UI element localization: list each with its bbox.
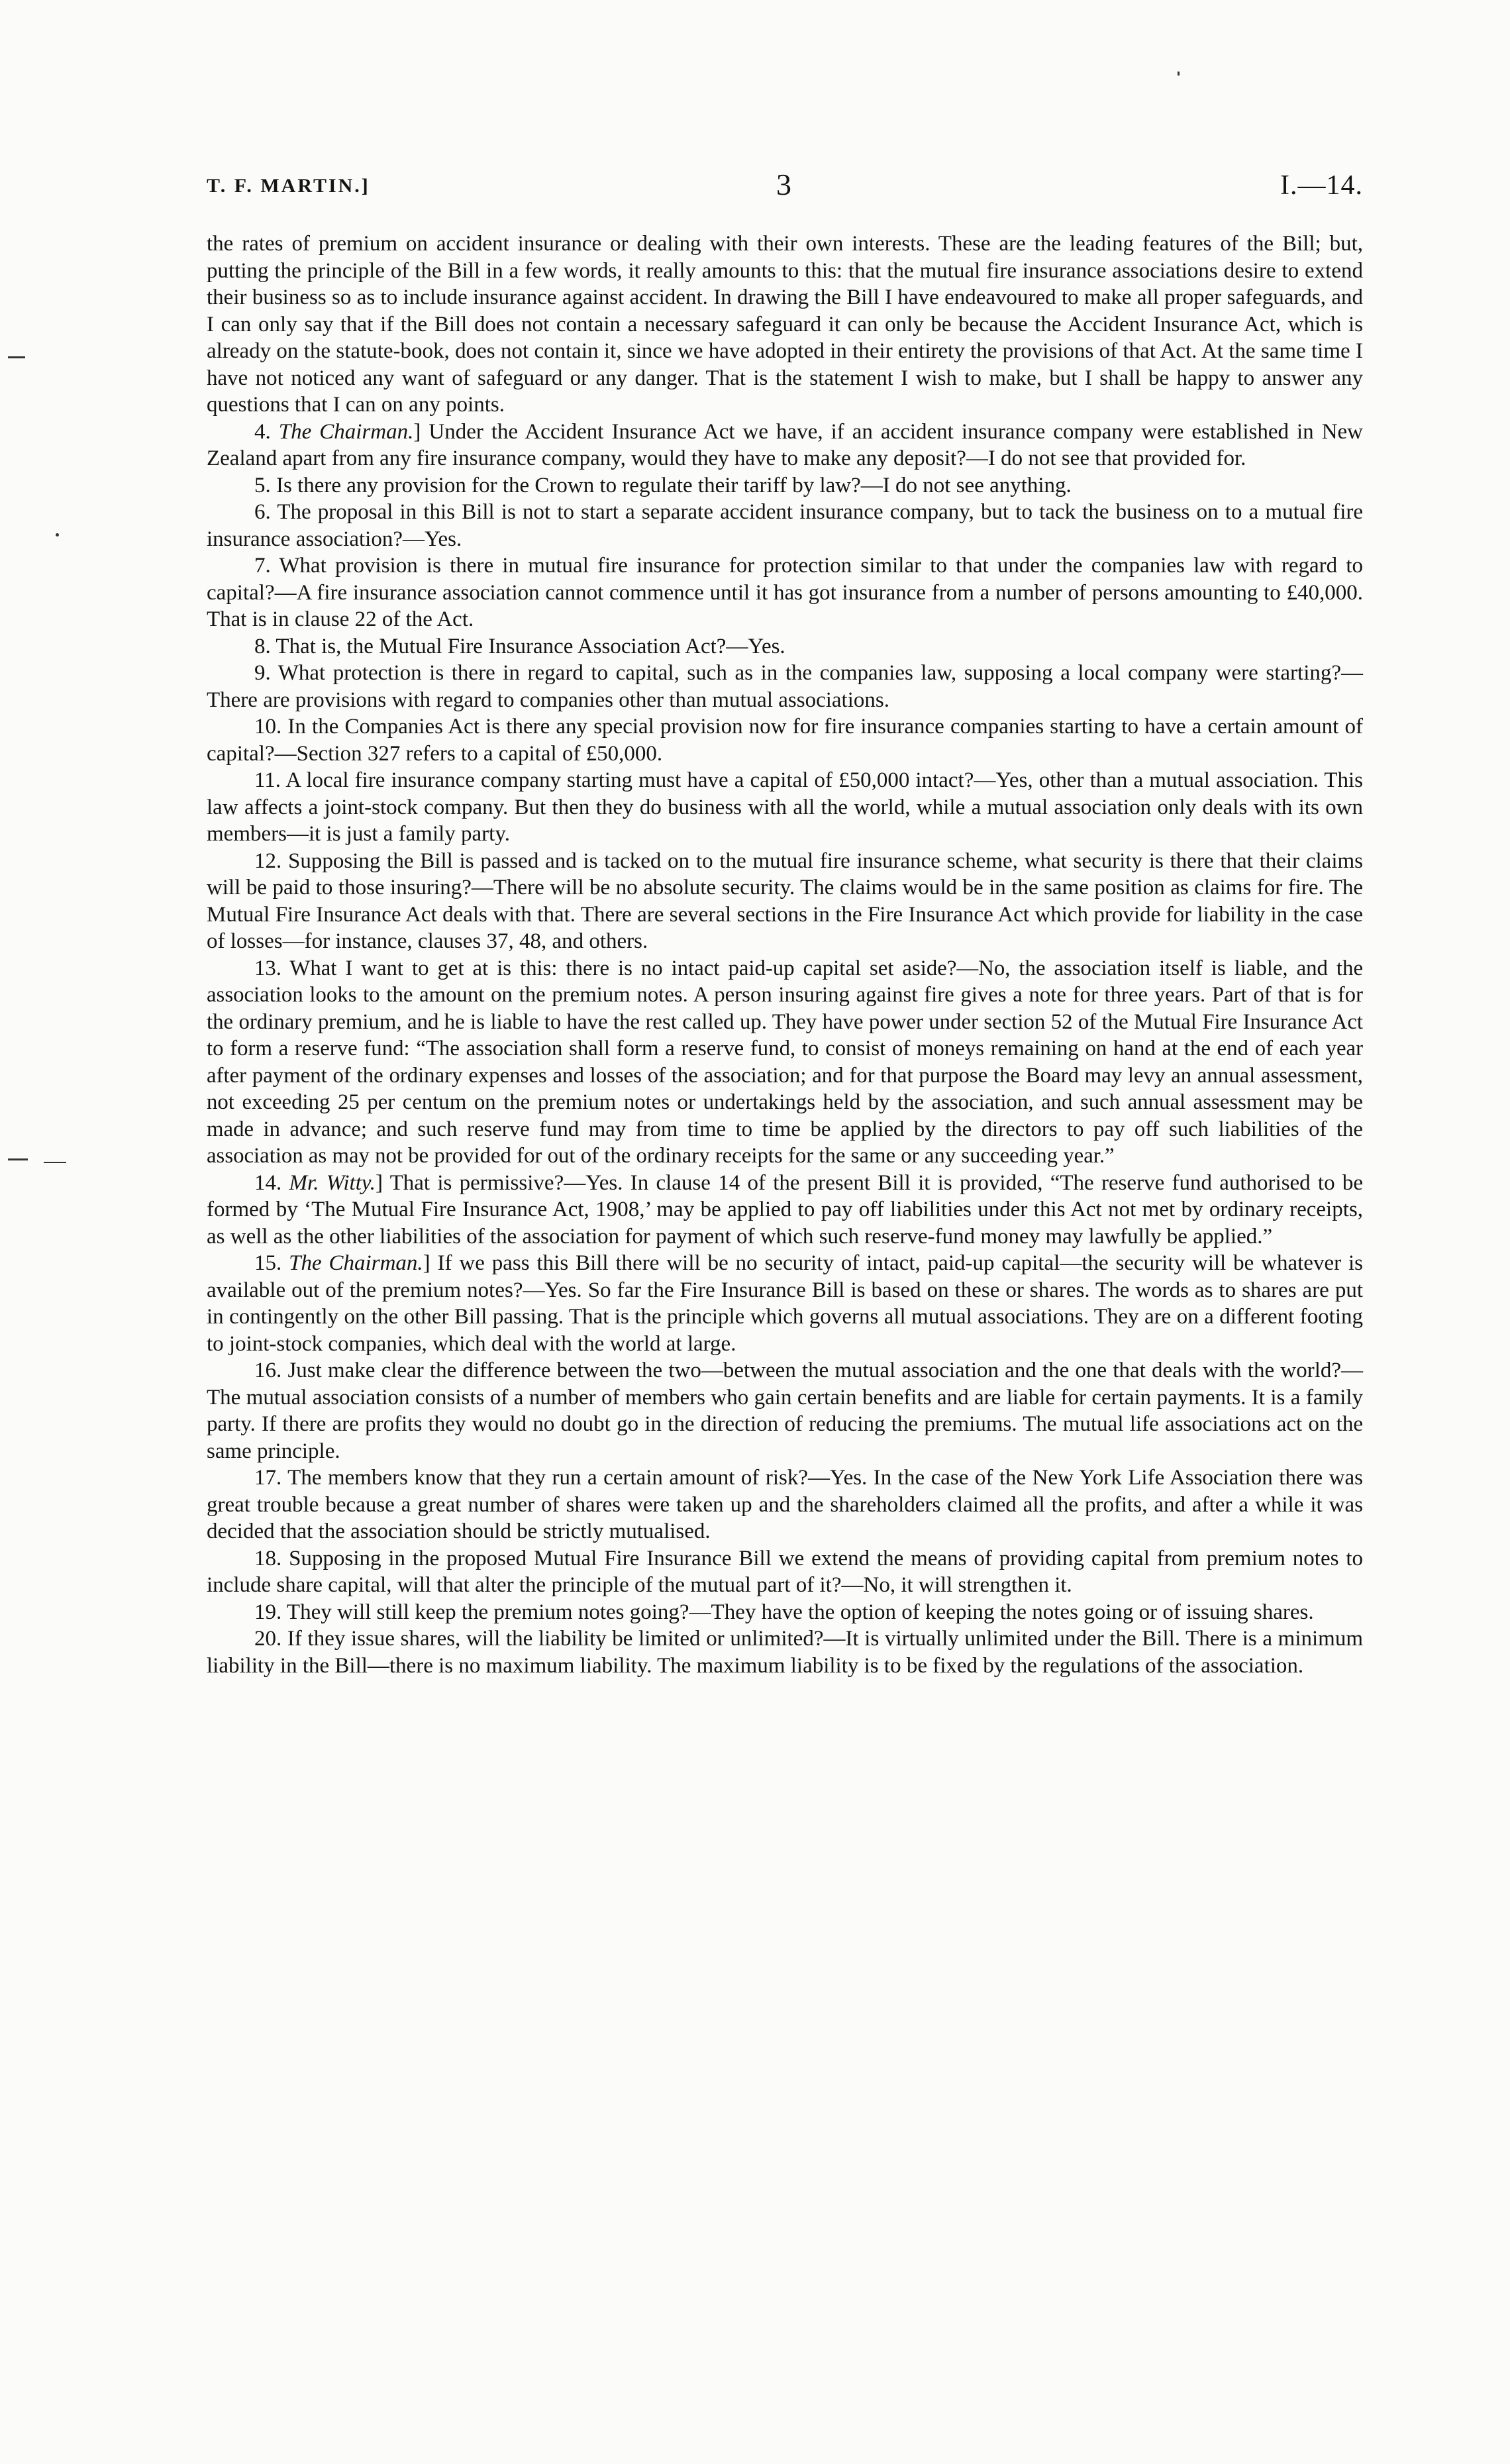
question-17: 17. The members know that they run a certain amount of risk?—Yes. In the case of the New York Life Association there was great trouble because a great number of shares were taken up and the shareholders claimed all the profits, and after a while it was decided that the association should be strictly mutualised. — [207, 1466, 1363, 1543]
question-number: 12. — [254, 848, 282, 873]
question-number: 5. — [254, 473, 271, 497]
question-number: 7. — [254, 554, 271, 578]
question-number: 8. — [254, 634, 271, 658]
speaker: The Chairman. — [278, 419, 414, 444]
evidence-text — [207, 231, 1363, 1679]
speaker: The Chairman. — [289, 1251, 423, 1275]
margin-mark — [44, 1162, 66, 1163]
question-7: 7. What provision is there in mutual fire insurance for protection similar to that under the companies law with regard to capital?—A fire insurance association cannot commence until it has got insurance from a number of persons amounting to £40,000. That is in clause 22 of the Act. — [207, 554, 1363, 631]
margin-mark — [8, 1158, 28, 1160]
question-number: 14. — [254, 1170, 282, 1195]
paragraph-continuation: the rates of premium on accident insurance or dealing with their own interests. These are the leading features of the Bill; but, putting the principle of the Bill in a few words, it really amounts to this: that the mutual fire insurance associations desire to extend their business so as to include insurance against accident. In drawing the Bill I have endeavoured to make all proper safeguards, and I can only say that if the Bill does not contain a necessary safeguard it can only be because the Accident Insurance Act, which is already on the statute-book, does not contain it, since we have adopted in their entirety the provisions of that Act. At the same time I have not noticed any want of safeguard or any danger. That is the statement I wish to make, but I shall be happy to answer any questions that I can on any points. — [207, 232, 1363, 417]
question-19: 19. They will still keep the premium notes going?—They have the option of keeping the notes going or of issuing shares. — [254, 1600, 1314, 1624]
question-number: 20. — [254, 1627, 282, 1651]
question-number: 17. — [254, 1466, 282, 1490]
question-12: 12. Supposing the Bill is passed and is tacked on to the mutual fire insurance scheme, what security is there that their claims will be paid to those insuring?—There will be no absolute security. The claims would be in the same position as claims for fire. The Mutual Fire Insurance Act deals with that. There are several sections in the Fire Insurance Act which provide for liability in the case of losses—for instance, clauses 37, 48, and others. — [207, 848, 1363, 953]
question-number: 15. — [254, 1251, 282, 1275]
paper-reference: I.—14. — [1280, 170, 1363, 201]
question-13: 13. What I want to get at is this: there is no intact paid-up capital set aside?—No, the association itself is liable, and the association looks to the amount on the premium notes. A person insuring against fire gives a note for three years. Part of that is for the ordinary premium, and he is liable to have the rest called up. They have power under section 52 of the Mutual Fire Insurance Act to form a reserve fund: “The association shall form a reserve fund, to consist of moneys remaining on hand at the end of each year after payment of the ordinary expenses and losses of the association; and for that purpose the Board may levy an annual assessment, not exceeding 25 per centum on the premium notes or undertakings held by the association, and such annual assessment may be made in advance; and such reserve fund may from time to time be applied by the directors to pay off such liabilities of the association as may not be provided for out of the ordinary receipts for the same or any succeeding year.” — [207, 956, 1364, 1168]
question-10: 10. In the Companies Act is there any special provision now for fire insurance companies starting to have a certain amount of capital?—Section 327 refers to a capital of £50,000. — [207, 715, 1363, 766]
question-number: 11. — [254, 768, 281, 792]
margin-mark — [56, 533, 59, 537]
question-number: 18. — [254, 1546, 282, 1570]
question-number: 6. — [254, 500, 271, 524]
question-18: 18. Supposing in the proposed Mutual Fire Insurance Bill we extend the means of providing capital from premium notes to include share capital, will that alter the principle of the mutual part of it?—No, it will strengthen it. — [207, 1546, 1364, 1597]
speaker: Mr. Witty. — [289, 1170, 376, 1195]
question-number: 10. — [254, 715, 282, 739]
margin-mark — [1178, 72, 1180, 76]
question-number: 4. — [254, 419, 271, 444]
question-number: 9. — [254, 661, 271, 685]
question-11: 11. A local fire insurance company starting must have a capital of £50,000 intact?—Yes, other than a mutual association. This law affects a joint-stock company. But then they do business with all the world, while a mutual association only deals with its own members—it is just a family party. — [207, 768, 1363, 846]
question-16: 16. Just make clear the difference between the two—between the mutual association and the one that deals with the world?—The mutual association consists of a number of members who gain certain benefits and are liable for certain payments. It is a family party. If there are profits they would no doubt go in the direction of reducing the premiums. The mutual life associations act on the same principle. — [207, 1359, 1364, 1463]
question-14: 14. Mr. Witty.] That is permissive?—Yes. In clause 14 of the present Bill it is provided, “The reserve fund authorised to be formed by ‘The Mutual Fire Insurance Act, 1908,’ may be applied to pay off liabilities under this Act not met by ordinary receipts, as well as the other liabilities of the association for payment of which such reserve-fund money may lawfully be applied.” — [207, 1170, 1364, 1249]
question-6: 6. The proposal in this Bill is not to start a separate accident insurance company, but to tack the business on to a mutual fire insurance association?—Yes. — [207, 500, 1364, 551]
question-15: 15. The Chairman.] If we pass this Bill there will be no security of intact, paid-up capital—the security will be whatever is available out of the premium notes?—Yes. So far the Fire Insurance Bill is based on these or shares. The words as to shares are put in contingently on the other Bill passing. That is the principle which governs all mutual associations. They are on a different footing to joint-stock companies, which deal with the world at large. — [207, 1251, 1363, 1356]
question-5: 5. Is there any provision for the Crown to regulate their tariff by law?—I do not see anything. — [254, 473, 1072, 497]
page-number: 3 — [776, 168, 791, 201]
margin-mark — [8, 356, 25, 358]
question-4: 4. The Chairman.] Under the Accident Insurance Act we have, if an accident insurance company were established in New Zealand apart from any fire insurance company, would they have to make any deposit?—I do not see that provided for. — [207, 419, 1364, 470]
question-8: 8. That is, the Mutual Fire Insurance Association Act?—Yes. — [254, 634, 785, 658]
question-number: 13. — [254, 956, 281, 980]
question-9: 9. What protection is there in regard to capital, such as in the companies law, supposing a local company were starting?—There are provisions with regard to companies other than mutual associations. — [207, 661, 1364, 712]
question-number: 19. — [254, 1600, 282, 1624]
page-header — [207, 167, 1363, 207]
question-20: 20. If they issue shares, will the liability be limited or unlimited?—It is virtually unlimited under the Bill. There is a minimum liability in the Bill—there is no maximum liability. The maximum liability is to be fixed by the regulations of the association. — [207, 1627, 1363, 1678]
witness-name: T. F. MARTIN.] — [207, 175, 370, 197]
question-number: 16. — [254, 1359, 282, 1382]
